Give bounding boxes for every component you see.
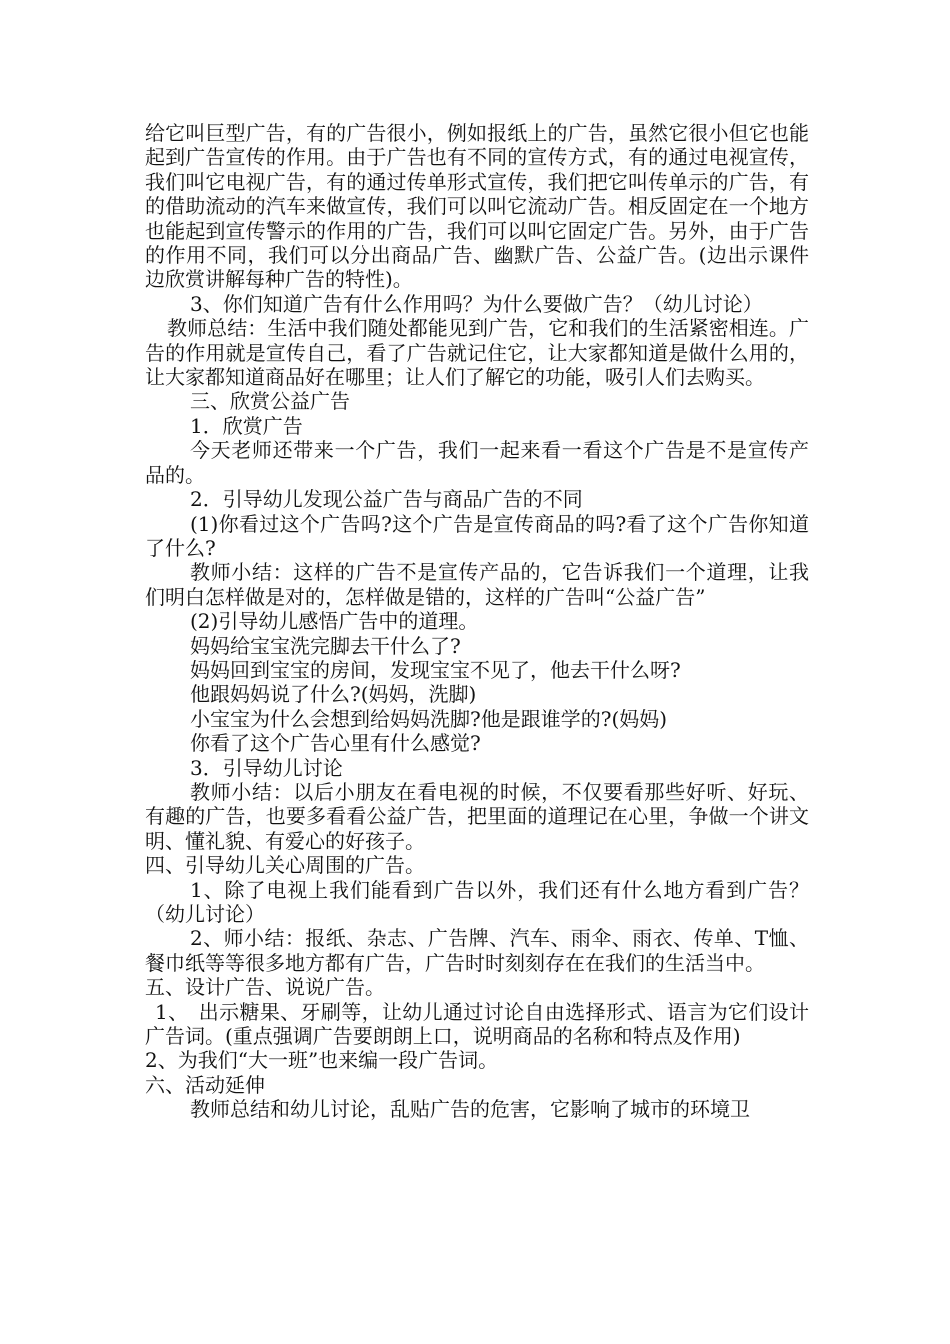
document-body xyxy=(145,121,809,1122)
paragraph: 3．引导幼儿讨论 xyxy=(190,755,343,780)
paragraph: 2、师小结：报纸、杂志、广告牌、汽车、雨伞、雨衣、传单、T恤、餐巾纸等等很多地方都有广告，广告时时刻刻存在在我们的生活当中。 xyxy=(145,926,809,975)
paragraph: 四、引导幼儿关心周围的广告。 xyxy=(145,853,425,878)
paragraph: 2、为我们“大一班”也来编一段广告词。 xyxy=(145,1048,499,1073)
paragraph: 3、你们知道广告有什么作用吗？为什么要做广告？（幼儿讨论） xyxy=(190,291,763,316)
paragraph: 1．欣赏广告 xyxy=(190,413,303,438)
paragraph: 教师小结：这样的广告不是宣传产品的，它告诉我们一个道理，让我们明白怎样做是对的，怎样做是错的，这样的广告叫“公益广告” xyxy=(145,560,809,609)
paragraph: 教师小结：以后小朋友在看电视的时候，不仅要看那些好听、好玩、有趣的广告，也要多看看公益广告，把里面的道理记在心里，争做一个讲文明、懂礼貌、有爱心的好孩子。 xyxy=(145,779,809,853)
paragraph: (2)引导幼儿感悟广告中的道理。 xyxy=(190,609,479,634)
paragraph: 1、除了电视上我们能看到广告以外，我们还有什么地方看到广告？（幼儿讨论） xyxy=(145,877,809,926)
paragraph: 你看了这个广告心里有什么感觉? xyxy=(190,731,481,756)
paragraph: 六、活动延伸 xyxy=(145,1072,265,1097)
paragraph: 小宝宝为什么会想到给妈妈洗脚?他是跟谁学的?(妈妈) xyxy=(190,706,668,731)
paragraph: 2．引导幼儿发现公益广告与商品广告的不同 xyxy=(190,487,583,512)
paragraph: 教师总结：生活中我们随处都能见到广告，它和我们的生活紧密相连。广告的作用就是宣传自己，看了广告就记住它，让大家都知道是做什么用的，让大家都知道商品好在哪里；让人们了解它的功能，吸引人们去购买。 xyxy=(145,316,809,390)
paragraph: 给它叫巨型广告，有的广告很小，例如报纸上的广告，虽然它很小但它也能起到广告宣传的作用。由于广告也有不同的宣传方式，有的通过电视宣传，我们叫它电视广告，有的通过传单形式宣传，我们把它叫传单示的广告，有的借助流动的汽车来做宣传，我们可以叫它流动广告。相反固定在一个地方也能起到宣传警示的作用的广告，我们可以叫它固定广告。另外，由于广告的作用不同，我们可以分出商品广告、幽默广告、公益广告。(边出示课件边欣赏讲解每种广告的特性)。 xyxy=(145,121,809,292)
paragraph: 五、设计广告、说说广告。 xyxy=(145,975,385,1000)
paragraph: 三、欣赏公益广告 xyxy=(190,389,350,414)
paragraph: 他跟妈妈说了什么?(妈妈，洗脚) xyxy=(190,682,477,707)
paragraph: 妈妈回到宝宝的房间，发现宝宝不见了，他去干什么呀? xyxy=(190,657,681,682)
paragraph: 1、 出示糖果、牙刷等，让幼儿通过讨论自由选择形式、语言为它们设计广告词。(重点强调广告要朗朗上口，说明商品的名称和特点及作用) xyxy=(145,999,809,1049)
paragraph: 妈妈给宝宝洗完脚去干什么了? xyxy=(190,633,461,658)
paragraph: (1)你看过这个广告吗?这个广告是宣传商品的吗?看了这个广告你知道了什么? xyxy=(145,511,809,560)
paragraph: 今天老师还带来一个广告，我们一起来看一看这个广告是不是宣传产品的。 xyxy=(145,438,809,487)
paragraph: 教师总结和幼儿讨论，乱贴广告的危害，它影响了城市的环境卫 xyxy=(190,1097,750,1122)
